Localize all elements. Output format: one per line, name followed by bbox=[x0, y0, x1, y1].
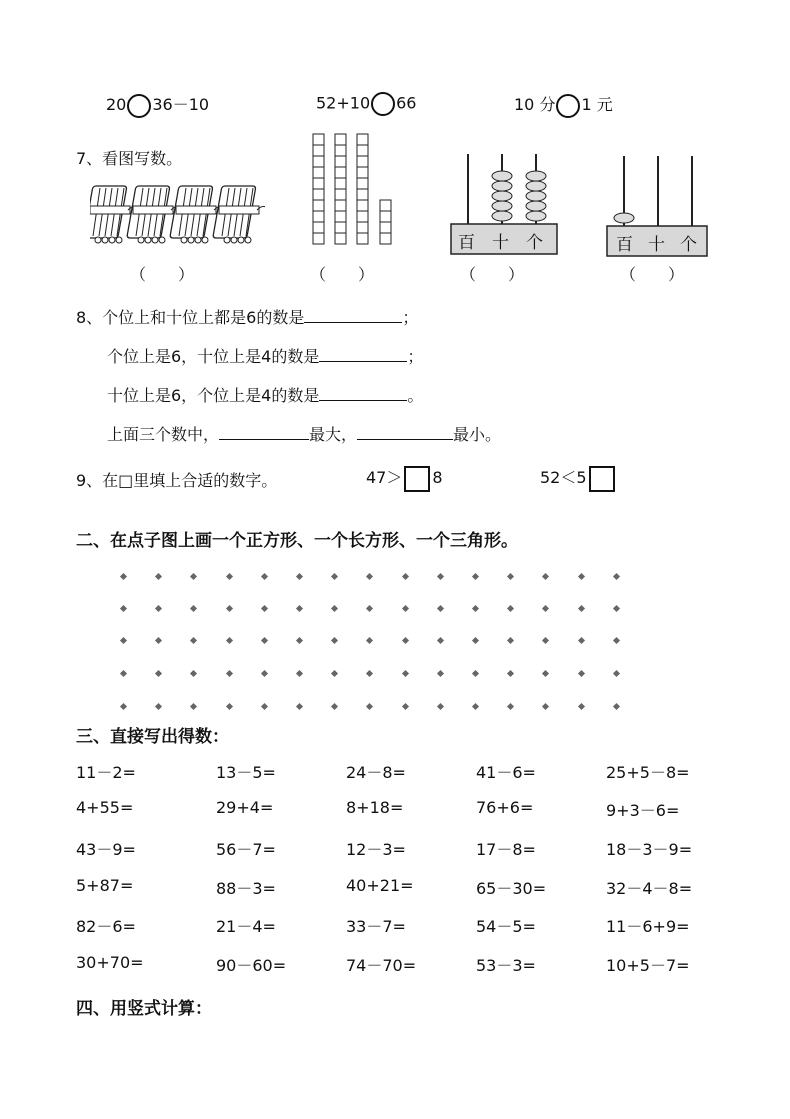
grid-dot bbox=[437, 573, 444, 580]
abacus-2 bbox=[606, 152, 716, 260]
grid-dot bbox=[155, 637, 162, 644]
abacus-1-label-hundreds: 百 bbox=[458, 233, 481, 253]
grid-dot bbox=[226, 637, 233, 644]
calc-item[interactable]: 53－3= bbox=[476, 956, 536, 975]
grid-dot bbox=[578, 573, 585, 580]
q9-box-2[interactable] bbox=[589, 466, 615, 492]
grid-dot bbox=[437, 637, 444, 644]
compare-item-1 bbox=[106, 92, 209, 118]
calc-item[interactable]: 10+5－7= bbox=[606, 956, 690, 975]
q8-blank-largest[interactable] bbox=[219, 421, 309, 440]
block-columns-image bbox=[310, 132, 394, 250]
q8-blank-2[interactable] bbox=[319, 343, 407, 362]
q7-answer-4[interactable]: （ ） bbox=[620, 265, 685, 284]
grid-dot bbox=[437, 670, 444, 677]
q8-blank-smallest[interactable] bbox=[357, 421, 453, 440]
grid-dot bbox=[578, 703, 585, 710]
compare-2-right: 66 bbox=[396, 93, 417, 113]
grid-dot bbox=[542, 703, 549, 710]
compare-3-right: 1 元 bbox=[581, 95, 613, 114]
abacus-2-label-hundreds: 百 bbox=[616, 235, 639, 255]
grid-dot bbox=[472, 605, 479, 612]
q8-line-1-text: 8、个位上和十位上都是6的数是 bbox=[76, 308, 305, 327]
grid-dot bbox=[120, 670, 127, 677]
grid-dot bbox=[613, 670, 620, 677]
q9-text: 9、在□里填上合适的数字。 bbox=[76, 471, 278, 490]
grid-dot bbox=[366, 637, 373, 644]
grid-dot bbox=[402, 637, 409, 644]
grid-dot bbox=[155, 670, 162, 677]
q9-expr-1-right: 8 bbox=[432, 468, 443, 487]
grid-dot bbox=[261, 637, 268, 644]
grid-dot bbox=[190, 637, 197, 644]
q8-line-3-text: 十位上是6，个位上是4的数是 bbox=[107, 386, 320, 405]
calc-item[interactable]: 24－8= bbox=[346, 763, 406, 782]
compare-2-left: 52+10 bbox=[316, 93, 371, 113]
q8-line-4-suffix: 最小。 bbox=[453, 425, 502, 444]
grid-dot bbox=[296, 703, 303, 710]
q8-line-1 bbox=[76, 304, 418, 328]
grid-dot bbox=[261, 605, 268, 612]
grid-dot bbox=[331, 573, 338, 580]
grid-dot bbox=[226, 605, 233, 612]
grid-dot bbox=[472, 573, 479, 580]
grid-dot bbox=[472, 637, 479, 644]
grid-dot bbox=[296, 637, 303, 644]
calc-item[interactable]: 40+21= bbox=[346, 876, 414, 895]
grid-dot bbox=[190, 703, 197, 710]
grid-dot bbox=[226, 703, 233, 710]
abacus-1-label-ones: 个 bbox=[526, 233, 549, 253]
calc-item[interactable]: 8+18= bbox=[346, 798, 404, 817]
grid-dot bbox=[542, 670, 549, 677]
grid-dot bbox=[331, 637, 338, 644]
compare-1-right: 36－10 bbox=[152, 95, 210, 114]
grid-dot bbox=[437, 605, 444, 612]
calc-item[interactable]: 74－70= bbox=[346, 956, 417, 975]
compare-circle-2[interactable] bbox=[371, 92, 395, 116]
q8-line-4 bbox=[107, 421, 501, 445]
q7-answer-1[interactable]: （ ） bbox=[130, 265, 195, 284]
q8-line-1-suffix: ； bbox=[402, 308, 419, 327]
grid-dot bbox=[155, 573, 162, 580]
calc-item[interactable]: 4+55= bbox=[76, 798, 134, 817]
calc-item[interactable]: 25+5－8= bbox=[606, 763, 690, 782]
compare-1-left: 20 bbox=[106, 95, 127, 114]
q9-expr-1 bbox=[366, 465, 443, 492]
grid-dot bbox=[296, 670, 303, 677]
grid-dot bbox=[613, 703, 620, 710]
grid-dot bbox=[331, 605, 338, 612]
calc-item[interactable]: 17－8= bbox=[476, 840, 536, 859]
grid-dot bbox=[507, 637, 514, 644]
grid-dot bbox=[190, 670, 197, 677]
q7-title: 7、看图写数。 bbox=[76, 149, 183, 168]
q8-line-3 bbox=[107, 382, 423, 406]
calc-item[interactable]: 13－5= bbox=[216, 763, 276, 782]
q9-expr-1-left: 47＞ bbox=[366, 468, 403, 487]
grid-dot bbox=[402, 573, 409, 580]
abacus-2-label-tens: 十 bbox=[648, 235, 671, 255]
grid-dot bbox=[437, 703, 444, 710]
grid-dot bbox=[542, 573, 549, 580]
grid-dot bbox=[507, 605, 514, 612]
grid-dot bbox=[331, 703, 338, 710]
grid-dot bbox=[402, 670, 409, 677]
grid-dot bbox=[261, 703, 268, 710]
calc-item[interactable]: 11－6+9= bbox=[606, 917, 690, 936]
calc-item[interactable]: 29+4= bbox=[216, 798, 274, 817]
stick-bundles-image bbox=[90, 180, 265, 250]
grid-dot bbox=[542, 605, 549, 612]
section-2-title: 二、在点子图上画一个正方形、一个长方形、一个三角形。 bbox=[76, 531, 518, 551]
grid-dot bbox=[296, 573, 303, 580]
q9-expr-2 bbox=[540, 465, 617, 492]
grid-dot bbox=[613, 605, 620, 612]
grid-dot bbox=[613, 637, 620, 644]
q9-box-1[interactable] bbox=[404, 466, 430, 492]
calc-item[interactable]: 76+6= bbox=[476, 798, 534, 817]
grid-dot bbox=[226, 670, 233, 677]
calc-item[interactable]: 56－7= bbox=[216, 840, 276, 859]
calc-item[interactable]: 9+3－6= bbox=[606, 801, 680, 820]
grid-dot bbox=[613, 573, 620, 580]
abacus-1 bbox=[450, 150, 560, 260]
calc-item[interactable]: 54－5= bbox=[476, 917, 536, 936]
grid-dot bbox=[366, 573, 373, 580]
calc-item[interactable]: 82－6= bbox=[76, 917, 136, 936]
grid-dot bbox=[578, 605, 585, 612]
grid-dot bbox=[190, 605, 197, 612]
q8-blank-3[interactable] bbox=[319, 382, 407, 401]
calc-item[interactable]: 88－3= bbox=[216, 879, 276, 898]
calc-item[interactable]: 33－7= bbox=[346, 917, 406, 936]
calc-item[interactable]: 65－30= bbox=[476, 879, 547, 898]
q8-blank-1[interactable] bbox=[304, 304, 402, 323]
grid-dot bbox=[542, 637, 549, 644]
grid-dot bbox=[578, 637, 585, 644]
q8-line-4-mid: 最大， bbox=[309, 425, 358, 444]
calc-item[interactable]: 90－60= bbox=[216, 956, 287, 975]
section-3-title: 三、直接写出得数： bbox=[76, 727, 229, 747]
grid-dot bbox=[155, 703, 162, 710]
q9-expr-2-left: 52＜5 bbox=[540, 468, 587, 487]
grid-dot bbox=[507, 703, 514, 710]
grid-dot bbox=[155, 605, 162, 612]
grid-dot bbox=[120, 573, 127, 580]
grid-dot bbox=[120, 637, 127, 644]
grid-dot bbox=[366, 703, 373, 710]
abacus-2-label-ones: 个 bbox=[680, 235, 703, 255]
grid-dot bbox=[578, 670, 585, 677]
abacus-1-label-tens: 十 bbox=[492, 233, 515, 253]
grid-dot bbox=[472, 703, 479, 710]
compare-circle-1[interactable] bbox=[127, 94, 151, 118]
calc-item[interactable]: 43－9= bbox=[76, 840, 136, 859]
calc-item[interactable]: 11－2= bbox=[76, 763, 136, 782]
grid-dot bbox=[261, 573, 268, 580]
grid-dot bbox=[402, 703, 409, 710]
compare-3-left: 10 分 bbox=[514, 95, 556, 114]
grid-dot bbox=[507, 573, 514, 580]
grid-dot bbox=[226, 573, 233, 580]
q7-answer-3[interactable]: （ ） bbox=[460, 265, 525, 284]
grid-dot bbox=[261, 670, 268, 677]
grid-dot bbox=[366, 605, 373, 612]
calc-item[interactable]: 5+87= bbox=[76, 876, 134, 895]
compare-item-3 bbox=[514, 92, 613, 118]
grid-dot bbox=[366, 670, 373, 677]
calc-item[interactable]: 32－4－8= bbox=[606, 879, 693, 898]
q8-line-3-suffix: 。 bbox=[407, 386, 424, 405]
q8-line-4-text: 上面三个数中， bbox=[107, 425, 220, 444]
compare-item-2 bbox=[316, 92, 416, 116]
grid-dot bbox=[331, 670, 338, 677]
q8-line-2 bbox=[107, 343, 423, 367]
calc-item[interactable]: 41－6= bbox=[476, 763, 536, 782]
compare-circle-3[interactable] bbox=[556, 94, 580, 118]
calc-item[interactable]: 12－3= bbox=[346, 840, 406, 859]
grid-dot bbox=[472, 670, 479, 677]
q8-line-2-text: 个位上是6，十位上是4的数是 bbox=[107, 347, 320, 366]
q8-line-2-suffix: ； bbox=[407, 347, 424, 366]
q7-answer-2[interactable]: （ ） bbox=[310, 265, 375, 284]
calc-item[interactable]: 30+70= bbox=[76, 953, 144, 972]
grid-dot bbox=[507, 670, 514, 677]
calc-item[interactable]: 18－3－9= bbox=[606, 840, 693, 859]
grid-dot bbox=[190, 573, 197, 580]
grid-dot bbox=[120, 703, 127, 710]
grid-dot bbox=[296, 605, 303, 612]
calc-item[interactable]: 21－4= bbox=[216, 917, 276, 936]
grid-dot bbox=[402, 605, 409, 612]
grid-dot bbox=[120, 605, 127, 612]
section-4-title: 四、用竖式计算： bbox=[76, 999, 212, 1019]
